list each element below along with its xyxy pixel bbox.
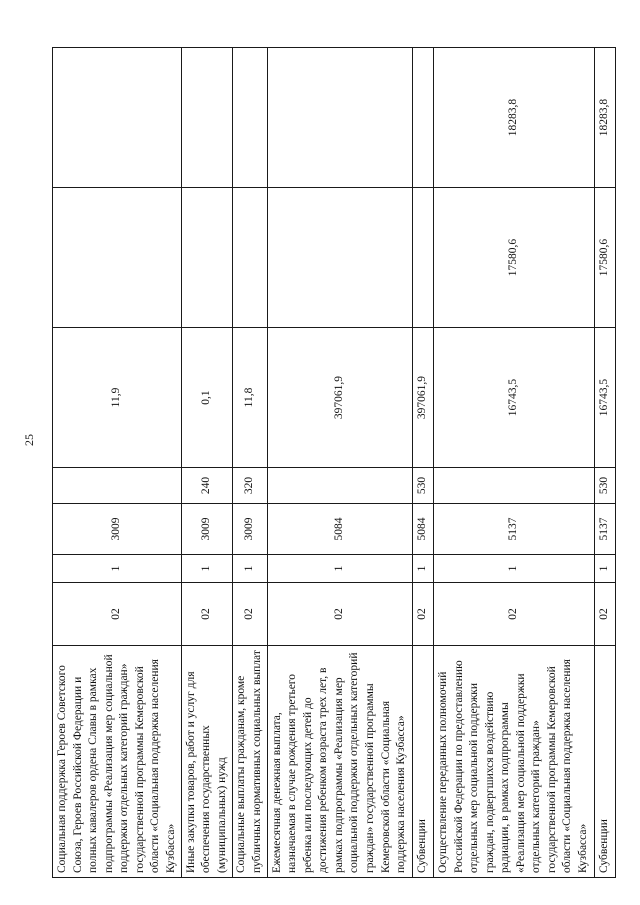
program-code: 3009 <box>182 504 232 555</box>
section-code: 02 <box>182 583 232 646</box>
expense-type-code <box>433 468 594 504</box>
subsection-code: 1 <box>53 555 182 583</box>
table-row <box>433 48 594 878</box>
section-code: 02 <box>412 583 433 646</box>
page-number: 25 <box>22 434 36 446</box>
table-row <box>53 48 182 878</box>
amount-year-1: 397061,9 <box>267 328 412 468</box>
amount-year-1: 16743,5 <box>433 328 594 468</box>
subsection-code: 1 <box>412 555 433 583</box>
table-row <box>182 48 232 878</box>
expense-type-code <box>267 468 412 504</box>
budget-table <box>52 47 616 878</box>
row-name: Иные закупки товаров, работ и услуг для обеспечения государственных (муниципальных) нужд <box>182 646 232 878</box>
subsection-code: 1 <box>433 555 594 583</box>
expense-type-code: 320 <box>232 468 267 504</box>
amount-year-2 <box>182 188 232 328</box>
table-row <box>595 48 616 878</box>
amount-year-3 <box>53 48 182 188</box>
subsection-code: 1 <box>182 555 232 583</box>
expense-type-code: 240 <box>182 468 232 504</box>
amount-year-2 <box>232 188 267 328</box>
amount-year-3: 18283,8 <box>595 48 616 188</box>
amount-year-1: 11,8 <box>232 328 267 468</box>
program-code: 3009 <box>53 504 182 555</box>
amount-year-3 <box>412 48 433 188</box>
expense-type-code: 530 <box>412 468 433 504</box>
row-name: Ежемесячная денежная выплата, назначаемая в случае рождения третьего ребенка или последующих детей до достижения ребенком возраста трех лет, в рамках подпрограммы «Реализация мер социальной поддержки отдельных категорий граждан» государственной программы Кемеровской области «Социальная поддержка населения Кузбасса» <box>267 646 412 878</box>
amount-year-3: 18283,8 <box>433 48 594 188</box>
amount-year-1: 11,9 <box>53 328 182 468</box>
amount-year-2 <box>53 188 182 328</box>
row-name: Социальные выплаты гражданам, кроме публичных нормативных социальных выплат <box>232 646 267 878</box>
section-code: 02 <box>433 583 594 646</box>
amount-year-2 <box>412 188 433 328</box>
table-row <box>267 48 412 878</box>
amount-year-3 <box>182 48 232 188</box>
amount-year-2: 17580,6 <box>595 188 616 328</box>
amount-year-1: 0,1 <box>182 328 232 468</box>
subsection-code: 1 <box>267 555 412 583</box>
section-code: 02 <box>232 583 267 646</box>
subsection-code: 1 <box>232 555 267 583</box>
amount-year-1: 16743,5 <box>595 328 616 468</box>
program-code: 5084 <box>412 504 433 555</box>
program-code: 3009 <box>232 504 267 555</box>
amount-year-2 <box>267 188 412 328</box>
expense-type-code: 530 <box>595 468 616 504</box>
program-code: 5137 <box>433 504 594 555</box>
expense-type-code <box>53 468 182 504</box>
program-code: 5084 <box>267 504 412 555</box>
subsection-code: 1 <box>595 555 616 583</box>
amount-year-3 <box>232 48 267 188</box>
table-row <box>232 48 267 878</box>
row-name: Социальная поддержка Героев Советского Союза, Героев Российской Федерации и полных кавалеров ордена Славы в рамках подпрограммы «Реализация мер социальной поддержки отдельных категорий граждан» государственной программы Кемеровской области «Социальная поддержка населения Кузбасса» <box>53 646 182 878</box>
section-code: 02 <box>267 583 412 646</box>
amount-year-3 <box>267 48 412 188</box>
row-name: Осуществление переданных полномочий Российской Федерации по предоставлению отдельных мер социальной поддержки граждан, подвергшихся воздействию радиации, в рамках подпрограммы «Реализация мер социальной поддержки отдельных категорий граждан» государственной программы Кемеровской области «Социальная поддержка населения Кузбасса» <box>433 646 594 878</box>
row-name: Субвенции <box>412 646 433 878</box>
amount-year-2: 17580,6 <box>433 188 594 328</box>
section-code: 02 <box>53 583 182 646</box>
row-name: Субвенции <box>595 646 616 878</box>
budget-table-wrapper <box>52 48 616 878</box>
program-code: 5137 <box>595 504 616 555</box>
section-code: 02 <box>595 583 616 646</box>
amount-year-1: 397061,9 <box>412 328 433 468</box>
table-row <box>412 48 433 878</box>
